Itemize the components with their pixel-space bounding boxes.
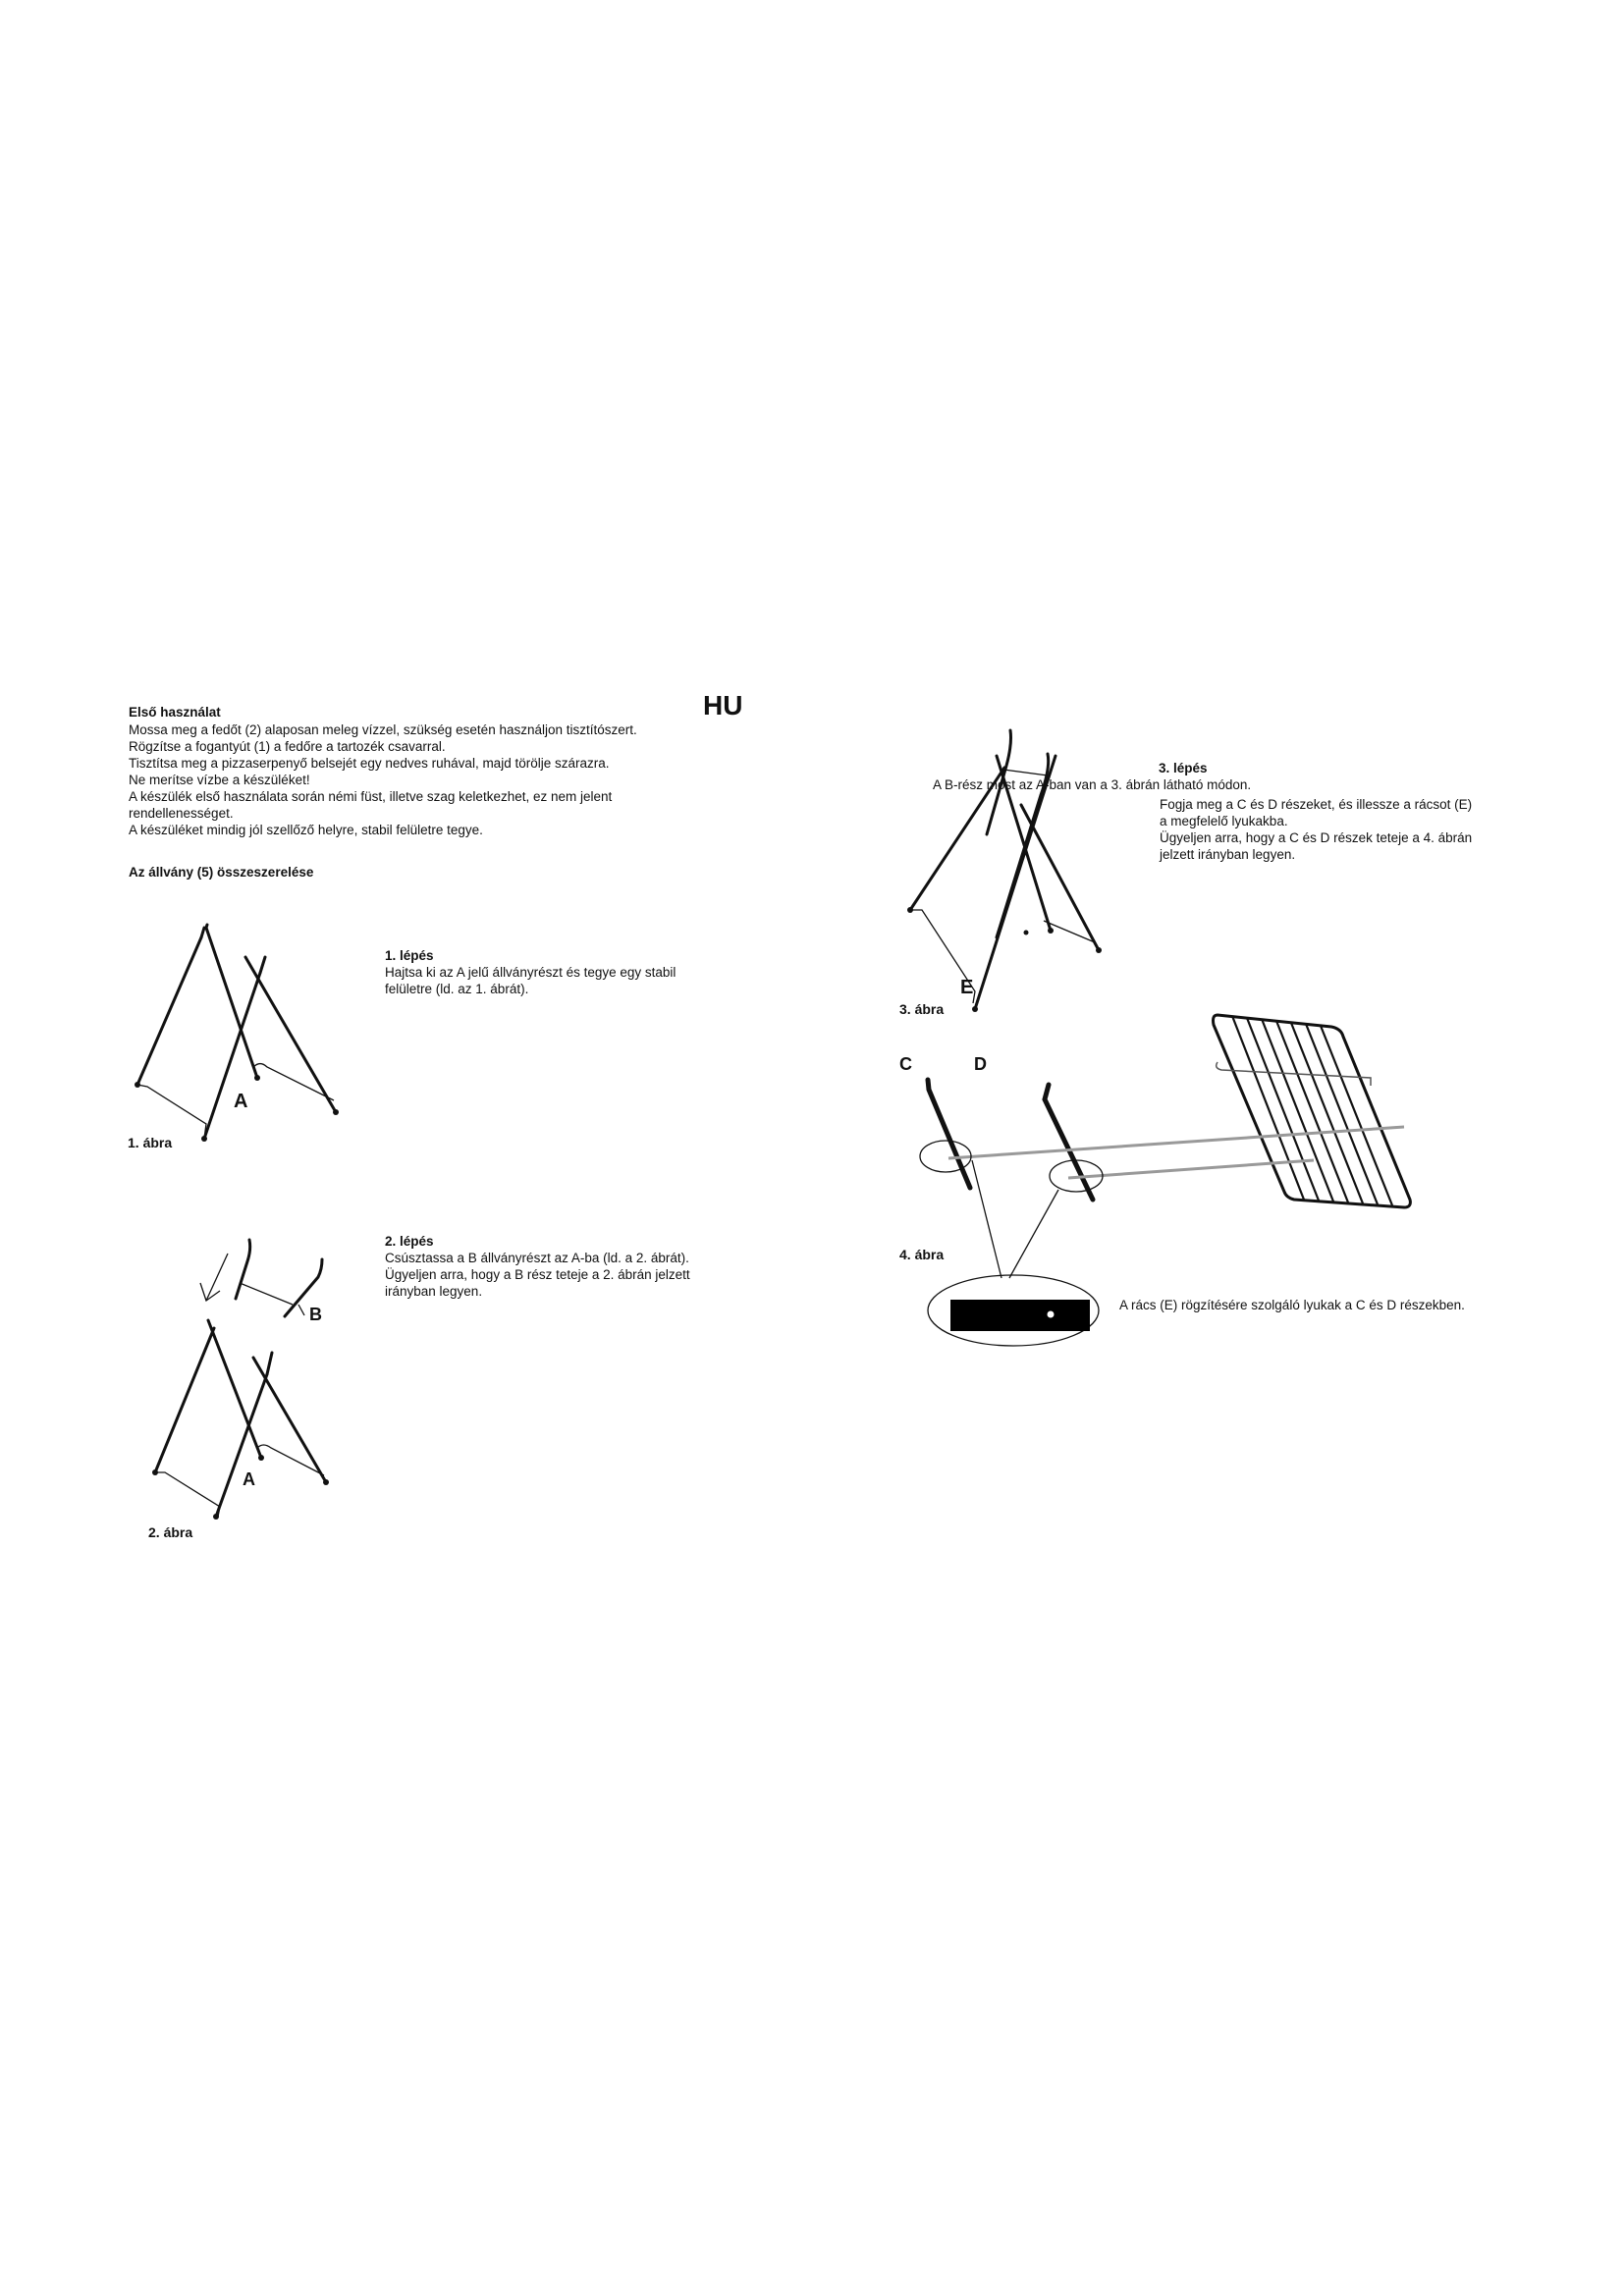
fig4-letter-d: D xyxy=(974,1054,987,1074)
step3-line-b: A B-rész most az A-ban van a 3. ábrán látható módon. xyxy=(933,777,1252,792)
step3-block xyxy=(1160,796,1472,863)
step1-line: felületre (ld. az 1. ábrát). xyxy=(385,982,529,996)
step3-line: jelzett irányban legyen. xyxy=(1160,847,1296,862)
first-use-line: A készülék első használata során némi füst, illetve szag keletkezhet, ez nem jelent xyxy=(129,789,613,804)
figure-2-insert-b xyxy=(137,1222,373,1536)
step2-title: 2. lépés xyxy=(385,1234,434,1249)
fig4-letter-c: C xyxy=(899,1054,912,1074)
fig2-letter-b: B xyxy=(309,1305,322,1324)
figure-4-label: 4. ábra xyxy=(899,1247,945,1262)
first-use-line: Ne merítse vízbe a készüléket! xyxy=(129,773,310,787)
step2-line: irányban legyen. xyxy=(385,1284,483,1299)
figure-3-assembled-stand xyxy=(898,717,1114,1011)
first-use-line: A készüléket mindig jól szellőző helyre, stabil felületre tegye. xyxy=(129,823,483,837)
fig1-letter-a: A xyxy=(234,1091,248,1112)
step2-block xyxy=(385,1233,690,1300)
step3-line: Fogja meg a C és D részeket, és illessze a rácsot (E) xyxy=(1160,797,1473,812)
hole-caption: A rács (E) rögzítésére szolgáló lyukak a C és D részekben. xyxy=(1119,1298,1465,1312)
step1-line: Hajtsa ki az A jelű állványrészt és tegye egy stabil xyxy=(385,965,677,980)
step3-line: a megfelelő lyukakba. xyxy=(1160,814,1288,828)
first-use-text xyxy=(129,721,637,838)
step3-line: Ügyeljen arra, hogy a C és D részek teteje a 4. ábrán xyxy=(1160,830,1473,845)
first-use-heading: Első használat xyxy=(129,705,221,720)
assembly-heading: Az állvány (5) összeszerelése xyxy=(129,865,314,880)
step2-line: Csúsztassa a B állványrészt az A-ba (ld. a 2. ábrát). xyxy=(385,1251,689,1265)
first-use-line: Rögzítse a fogantyút (1) a fedőre a tartozék csavarral. xyxy=(129,739,446,754)
figure-3-label: 3. ábra xyxy=(899,1001,945,1017)
first-use-line: Tisztítsa meg a pizzaserpenyő belsejét egy nedves ruhával, majd törölje szárazra. xyxy=(129,756,610,771)
figure-2-label: 2. ábra xyxy=(148,1524,193,1540)
fig3-letter-e: E xyxy=(960,977,974,998)
language-code: HU xyxy=(703,690,743,721)
step2-line: Ügyeljen arra, hogy a B rész teteje a 2. ábrán jelzett xyxy=(385,1267,690,1282)
step1-block xyxy=(385,947,676,997)
step3-title: 3. lépés xyxy=(1159,761,1208,775)
first-use-line: rendellenességet. xyxy=(129,806,234,821)
step1-title: 1. lépés xyxy=(385,948,434,963)
figure-1-label: 1. ábra xyxy=(128,1135,173,1150)
fig2-letter-a: A xyxy=(243,1469,255,1489)
figure-1-stand-a xyxy=(128,918,324,1144)
first-use-line: Mossa meg a fedőt (2) alaposan meleg vízzel, szükség esetén használjon tisztítószert. xyxy=(129,722,637,737)
